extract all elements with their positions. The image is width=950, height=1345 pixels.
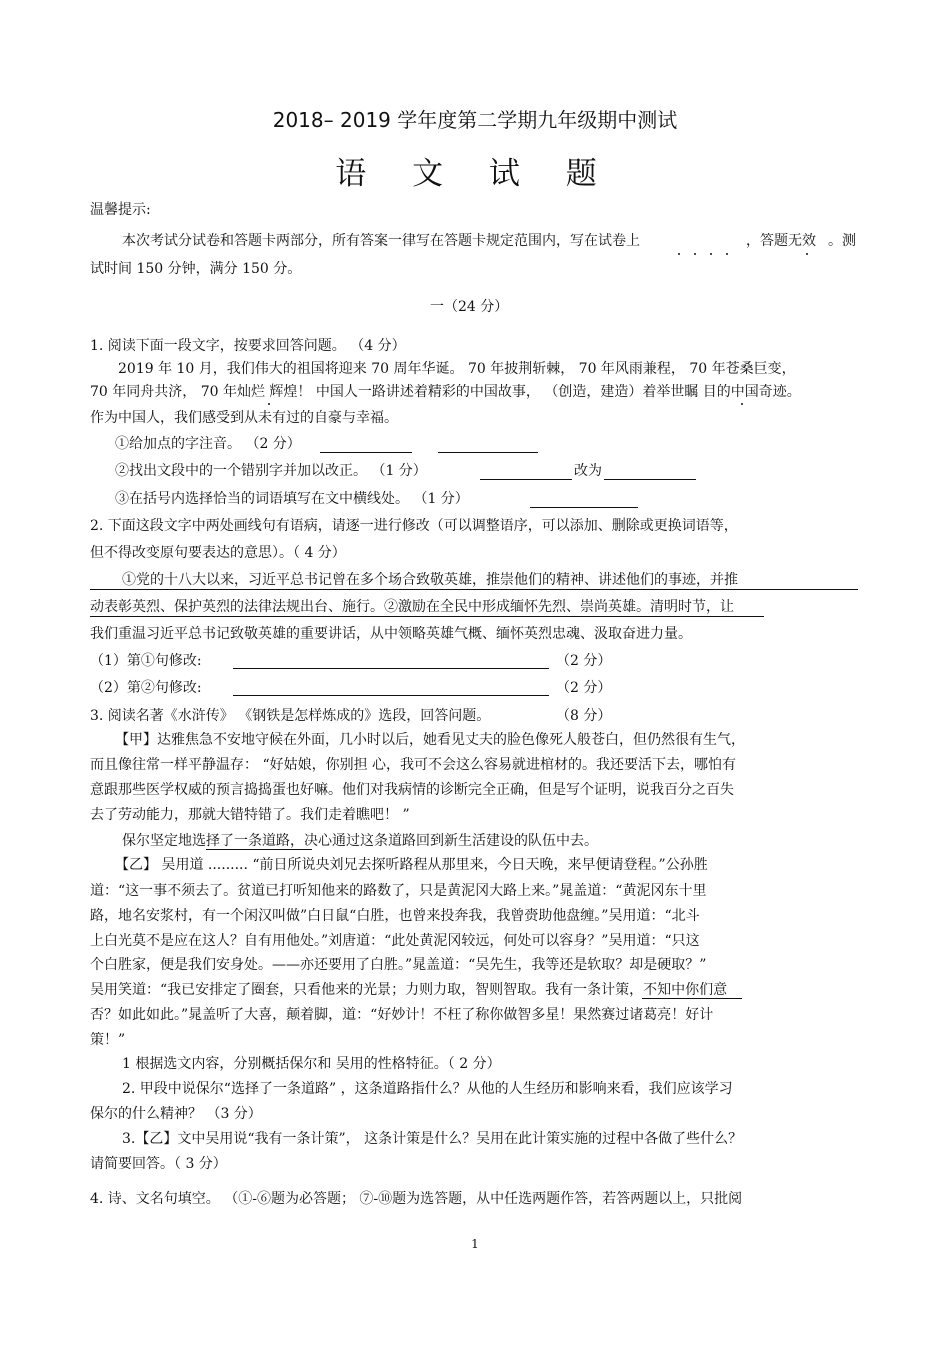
q3-question-3b: 请简要回答。（ 3 分） [90, 1156, 227, 1172]
q2-passage-1: ①党的十八大以来，习近平总书记曾在多个场合致敬英雄，推崇他们的精神、讲述他们的事迹，并推 [122, 572, 738, 588]
notice-label: 温馨提示: [90, 202, 151, 218]
answer-blank[interactable] [604, 479, 696, 480]
page-number: 1 [471, 1237, 479, 1251]
sentence-underline [206, 849, 312, 850]
q3-stem: 3. 阅读名著《水浒传》 《钢铁是怎样炼成的》选段，回答问题。 [90, 708, 491, 724]
emphasis-dot [678, 253, 680, 255]
q1-sub-3: ③在括号内选择恰当的词语填写在文中横线处。 （1 分） [115, 491, 469, 507]
q2-stem-2: 但不得改变原句要表达的意思）。（ 4 分） [90, 545, 346, 561]
answer-blank[interactable] [320, 452, 412, 453]
notice-line-1c: 。测 [828, 233, 856, 249]
q3-yi-2: 道：“这一事不须去了。贫道已打听知他来的路数了，只是黄泥冈大路上来。”晁盖道：“黄泥冈东十里 [90, 883, 707, 899]
q3-yi-4: 上白光莫不是应在这人？自有用他处。”刘唐道：“此处黄泥冈较远，何处可以容身？”吴用道：“只这 [90, 933, 700, 949]
exam-title: 2018– 2019 学年度第二学期九年级期中测试 [272, 108, 678, 132]
q3-yi-3: 路，地名安浆村，有一个闲汉叫做”白日鼠“白胜，也曾来投奔我，我曾赍助他盘缠。”吴用道：“北斗 [90, 908, 700, 924]
q3-question-1: 1 根据选文内容，分别概括保尔和 吴用的性格特征。（ 2 分） [122, 1056, 501, 1072]
q4-stem: 4. 诗、文名句填空。 （①-⑥题为必答题； ⑦-⑩题为选答题，从中任选两题作答，若答两题以上，只批阅 [90, 1191, 743, 1207]
q1-sub-1: ①给加点的字注音。 （2 分） [115, 436, 301, 452]
emphasis-dot [694, 253, 696, 255]
q1-stem: 1. 阅读下面一段文字，按要求回答问题。 （4 分） [90, 338, 406, 354]
q1-sub-2: ②找出文段中的一个错别字并加以改正。 （1 分） [115, 463, 427, 479]
answer-blank[interactable] [233, 668, 549, 669]
q3-jia-3: 意跟那些医学权威的预言捣捣蛋也好嘛。他们对我病情的诊断完全正确，但是写个证明，说我百分之百失 [90, 782, 734, 798]
q3-yi-8: 策！” [90, 1032, 126, 1048]
notice-line-1b: ，答题无效 [746, 233, 816, 249]
sentence-underline [90, 589, 858, 590]
q3-question-2b: 保尔的什么精神？ （3 分） [90, 1106, 262, 1122]
q2-stem-1: 2. 下面这段文字中两处画线句有语病，请逐一进行修改（可以调整语序，可以添加、删除或更换词语等， [90, 518, 738, 534]
q3-yi-6: 吴用笑道：“我已安排定了圈套，只看他来的光景；力则力取，智则智取。我有一条计策，不知中你们意 [90, 982, 728, 998]
sentence-underline [642, 998, 742, 999]
sentence-underline [90, 616, 764, 617]
answer-blank[interactable] [438, 452, 538, 453]
q2-answer-2-label: （2）第②句修改: [90, 680, 202, 696]
q3-jia-4: 去了劳动能力，那就大错特错了。我们走着瞧吧！ ” [90, 807, 410, 823]
q3-yi-7: 否？如此如此。”晁盖听了大喜，颠着脚，道：“好妙计！不枉了称你做智多星！果然赛过诸葛亮！好计 [90, 1007, 714, 1023]
q3-question-2a: 2. 甲段中说保尔“选择了一条道路” ，这条道路指什么？从他的人生经历和影响来看，我们应该学习 [122, 1081, 733, 1097]
q1-sub-2-mid: 改为 [574, 463, 602, 479]
answer-blank[interactable] [480, 479, 572, 480]
answer-blank[interactable] [233, 695, 549, 696]
q3-yi-1: 【乙】 吴用道 ......... “前日所说央刘兄去探听路程从那里来，今日天晚，来早便请登程。”公孙胜 [115, 857, 708, 873]
q2-answer-1-label: （1）第①句修改: [90, 653, 202, 669]
notice-line-2: 试时间 150 分钟，满分 150 分。 [90, 261, 302, 277]
q3-jia-5: 保尔坚定地选择了一条道路，决心通过这条道路回到新生活建设的队伍中去。 [122, 833, 598, 849]
emphasis-dot [741, 403, 743, 405]
q2-answer-2-score: （2 分） [556, 680, 612, 696]
emphasis-dot [806, 253, 808, 255]
q3-jia-1: 【甲】达雅焦急不安地守候在外面，几小时以后，她看见丈夫的脸色像死人般苍白，但仍然很有生气， [115, 732, 745, 748]
q2-passage-2: 动表彰英烈、保护英烈的法律法规出台、施行。②激励在全民中形成缅怀先烈、崇尚英雄。清明时节，让 [90, 599, 734, 615]
subject-title: 语 文 试 题 [335, 156, 615, 192]
q3-question-3a: 3.【乙】文中吴用说“我有一条计策”， 这条计策是什么？吴用在此计策实施的过程中各做了些什么？ [122, 1131, 743, 1147]
q1-passage-2: 70 年同舟共济， 70 年灿烂 辉煌！ 中国人一路讲述着精彩的中国故事， （创造，建造）着举世瞩 目的中国奇迹。 [90, 384, 801, 400]
section-heading: 一（24 分） [430, 299, 509, 315]
q2-answer-1-score: （2 分） [556, 653, 612, 669]
q3-jia-2: 而且像往常一样平静温存： “好姑娘，你别担 心，我可不会这么容易就进棺材的。我还要活下去，哪怕有 [90, 757, 737, 773]
q3-yi-5: 个白胜家，便是我们安身处。——亦还要用了白胜。”晁盖道：“吴先生，我等还是软取？却是硬取？” [90, 957, 707, 973]
q1-passage-3: 作为中国人，我们感受到从未有过的自豪与幸福。 [90, 410, 398, 426]
q1-passage-1: 2019 年 10 月，我们伟大的祖国将迎来 70 周年华诞。 70 年披荆斩棘， 70 年风雨兼程， 70 年苍桑巨变， [118, 361, 796, 377]
emphasis-dot [268, 403, 270, 405]
q3-stem-score: （8 分） [556, 708, 612, 724]
emphasis-dot [710, 253, 712, 255]
emphasis-dot [726, 253, 728, 255]
q2-passage-3: 我们重温习近平总书记致敬英雄的重要讲话，从中领略英雄气概、缅怀英烈忠魂、汲取奋进力量。 [90, 626, 692, 642]
notice-line-1a: 本次考试分试卷和答题卡两部分，所有答案一律写在答题卡规定范围内，写在试卷上 [122, 233, 640, 249]
answer-blank[interactable] [530, 507, 638, 508]
